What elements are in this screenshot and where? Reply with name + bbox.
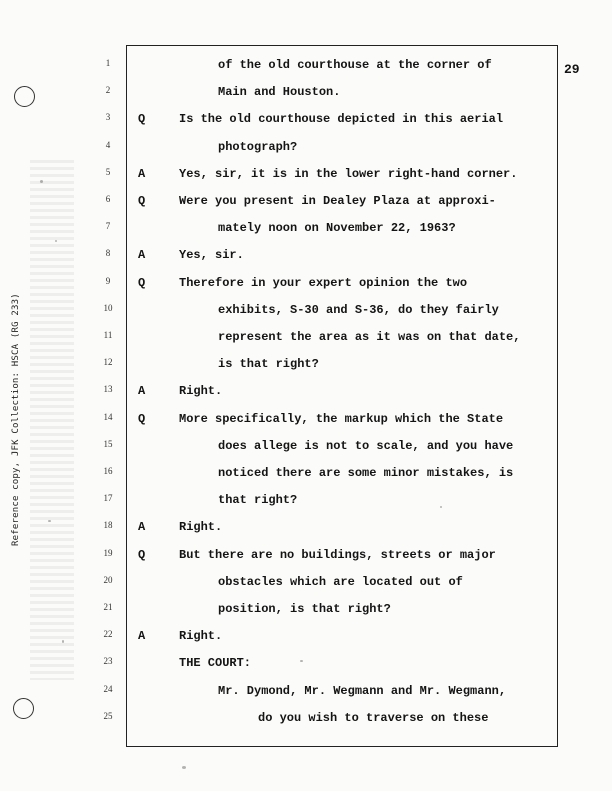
line-number: 20 (103, 574, 113, 585)
line-text: But there are no buildings, streets or major (179, 547, 496, 562)
transcript-line (0, 219, 612, 246)
transcript-line (0, 192, 612, 219)
speaker-marker: A (138, 248, 146, 263)
line-text: do you wish to traverse on these (258, 710, 489, 725)
line-number: 6 (105, 194, 111, 204)
line-number: 4 (105, 139, 111, 150)
line-text: Therefore in your expert opinion the two (179, 275, 468, 290)
line-number: 14 (103, 411, 113, 422)
transcript-line (0, 573, 612, 600)
transcript-line (0, 437, 612, 464)
line-text: noticed there are some minor mistakes, is (218, 466, 514, 480)
line-number: 5 (105, 166, 111, 177)
scan-speck (300, 660, 303, 662)
line-text: THE COURT: (179, 656, 252, 671)
transcript-line (0, 464, 612, 491)
line-number: 24 (103, 683, 113, 694)
scan-speck (62, 640, 64, 643)
transcript-line (0, 301, 612, 328)
line-text: Right. (179, 384, 223, 399)
line-number: 8 (105, 248, 111, 259)
speaker-marker: A (138, 520, 146, 535)
line-number: 11 (103, 330, 113, 340)
line-number: 19 (103, 547, 113, 558)
line-number: 15 (103, 438, 113, 449)
speaker-marker: Q (138, 547, 146, 562)
transcript-line (0, 627, 612, 654)
line-text: Were you present in Dealey Plaza at approxi- (179, 194, 496, 208)
line-number: 21 (103, 602, 113, 612)
line-text: Is the old courthouse depicted in this aerial (179, 112, 504, 127)
line-text: represent the area as it was on that date, (218, 330, 521, 344)
transcript-line (0, 410, 612, 437)
line-text: of the old courthouse at the corner of (218, 58, 492, 72)
transcript-line (0, 491, 612, 518)
line-text: exhibits, S-30 and S-36, do they fairly (218, 302, 499, 317)
transcript-line (0, 682, 612, 709)
transcript-line (0, 355, 612, 382)
line-text: does allege is not to scale, and you have (218, 438, 514, 453)
line-text: Main and Houston. (218, 85, 341, 100)
line-text: Mr. Dymond, Mr. Wegmann and Mr. Wegmann, (218, 683, 507, 698)
line-number: 3 (105, 112, 111, 123)
line-text: Yes, sir. (179, 248, 244, 263)
line-number: 25 (103, 710, 113, 721)
line-number: 18 (103, 520, 113, 531)
transcript-line (0, 110, 612, 137)
scan-speck (182, 766, 186, 769)
line-number: 17 (103, 493, 113, 504)
line-text: is that right? (218, 357, 319, 372)
transcript-line (0, 138, 612, 165)
line-text: obstacles which are located out of (218, 574, 463, 589)
margin-stamp: Reference copy, JFK Collection: HSCA (RG 233) (11, 293, 21, 546)
line-number: 10 (103, 302, 113, 313)
transcript-line (0, 56, 612, 83)
scan-speck (48, 520, 51, 522)
speaker-marker: A (138, 384, 146, 399)
speaker-marker: A (138, 166, 146, 181)
transcript-line (0, 274, 612, 301)
line-number: 22 (103, 629, 113, 640)
transcript-line (0, 654, 612, 681)
transcript-line (0, 246, 612, 273)
transcript-line (0, 600, 612, 627)
page-number: 29 (564, 62, 580, 77)
transcript-line (0, 382, 612, 409)
transcript-line (0, 518, 612, 545)
line-number: 2 (105, 85, 111, 96)
transcript-line (0, 328, 612, 355)
line-text: More specifically, the markup which the State (179, 411, 504, 426)
line-text: that right? (218, 493, 298, 508)
line-number: 1 (105, 58, 111, 68)
line-number: 13 (103, 384, 113, 395)
transcript-line (0, 709, 612, 736)
line-text: Yes, sir, it is in the lower right-hand corner. (179, 166, 518, 181)
line-text: photograph? (218, 139, 298, 154)
transcript-line (0, 83, 612, 110)
speaker-marker: A (138, 629, 146, 644)
line-text: Right. (179, 629, 223, 644)
transcript-line (0, 546, 612, 573)
speaker-marker: Q (138, 112, 146, 127)
scan-speck (55, 240, 57, 242)
line-text: position, is that right? (218, 602, 391, 616)
line-number: 23 (103, 656, 113, 667)
transcript-line (0, 165, 612, 192)
scan-speck (40, 180, 43, 183)
line-number: 7 (105, 221, 111, 232)
scan-speck (440, 506, 442, 508)
speaker-marker: Q (138, 275, 146, 290)
speaker-marker: Q (138, 194, 146, 208)
line-number: 16 (103, 466, 113, 476)
line-text: Right. (179, 520, 223, 535)
line-number: 12 (103, 357, 113, 368)
speaker-marker: Q (138, 411, 146, 426)
line-number: 9 (105, 275, 111, 286)
line-text: mately noon on November 22, 1963? (218, 221, 456, 236)
